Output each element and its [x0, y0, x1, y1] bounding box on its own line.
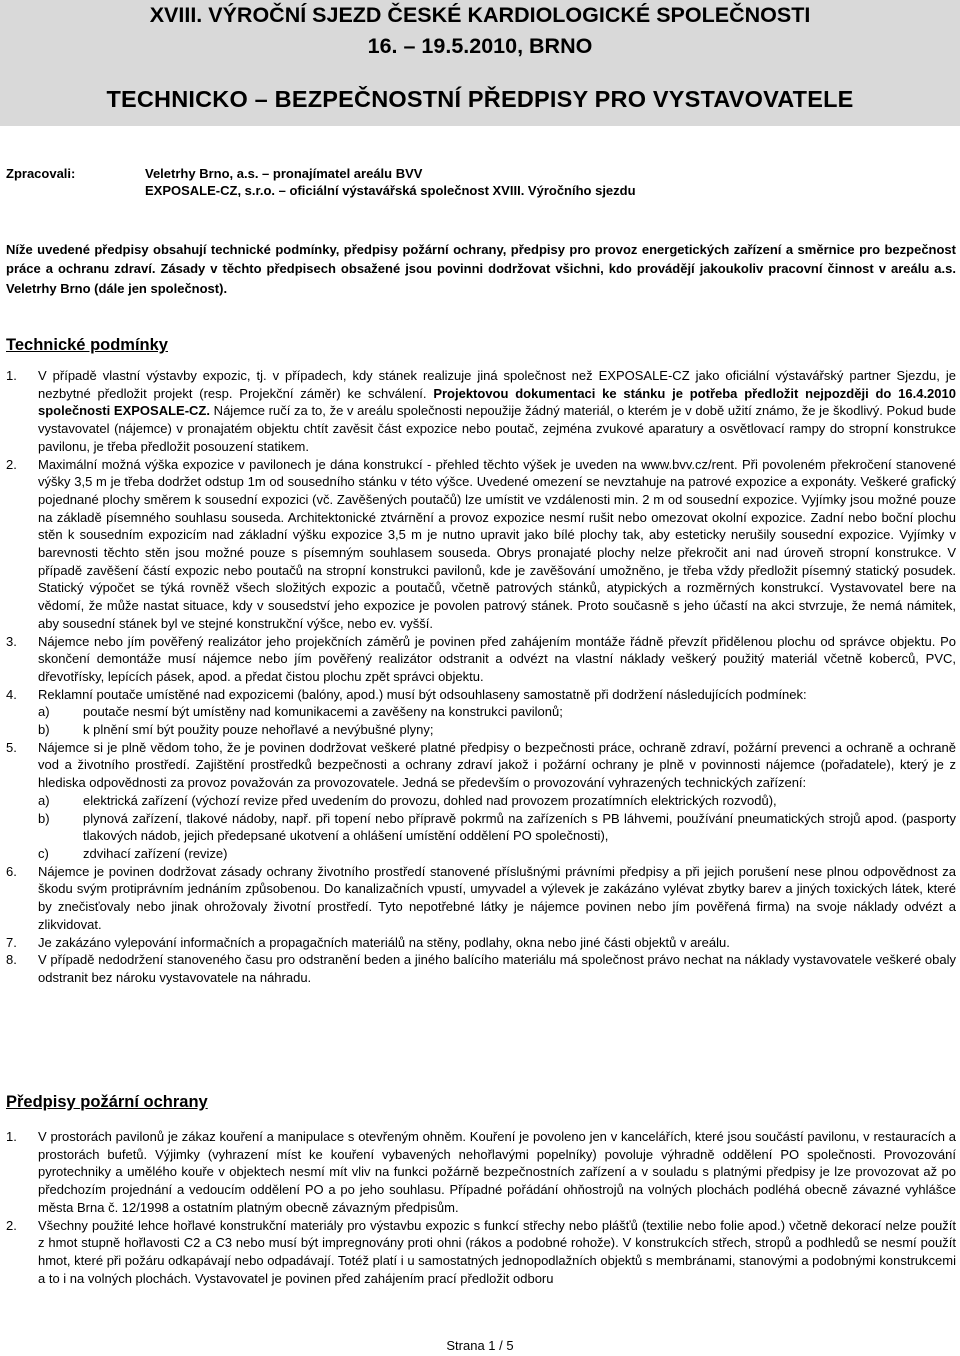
item-text: Je zakázáno vylepování informačních a propagačních materiálů na stěny, podlahy, okna nebo jiné části objektů v areálu.: [38, 934, 730, 950]
item-text: V případě vlastní výstavby expozic, tj. v případech, kdy stánek realizuje jiná společnost než EXPOSALE-CZ jako oficiální výstavářský partner Sjezdu, je nezbytné předložit projekt (resp. Projekční záměr) ke schválení.: [38, 368, 956, 401]
list-item: [6, 739, 956, 792]
page-number: Strana 1 / 5: [446, 1338, 514, 1353]
event-date: 16. – 19.5.2010, BRNO: [367, 34, 593, 58]
item-number: 2.: [6, 456, 17, 472]
list-item: [6, 633, 956, 686]
sub-item-text: elektrická zařízení (výchozí revize před uvedením do provozu, dohled nad provozem prozatímních elektrických rozvodů),: [83, 792, 777, 808]
item-text: V prostorách pavilonů je zákaz kouření a manipulace s otevřeným ohněm. Kouření je povoleno jen v kancelářích, které jsou součástí pavilonu, v restauracích a prostorách bufetů. Výjimky (vyhrazení míst ke kouření vybavených nehořlavými popelníky) povoluje výhradně oddělení PO společnosti. Provozování pyrotechniky a umělého kouře v objektech nesmí mít vliv na funkci požárně bezpečnostních zařízení a v souladu s platnými předpisy je lze provozovat až po předchozím projednání a vedoucím oddělení PO a po jeho souhlasu. Případné pořádání ohňostrojů na volných plochách podléhá obecně závazné vyhlášce města Brna č. 12/1998 a ostatním platným obecně závazným předpisům.: [38, 1129, 956, 1215]
item-number: 3.: [6, 633, 17, 649]
list-item: [6, 934, 956, 952]
item-text: Reklamní poutače umístěné nad expozicemi (balóny, apod.) musí být odsouhlaseny samostatně při dodržení následujících podmínek:: [38, 686, 807, 702]
item-number: 7.: [6, 934, 17, 950]
list-item: [6, 863, 956, 934]
prepared-by-line-2: EXPOSALE-CZ, s.r.o. – oficiální výstavářská společnost XVIII. Výročního sjezdu: [145, 183, 636, 198]
sub-item-letter: b): [38, 722, 50, 738]
sub-item-letter: a): [38, 704, 50, 720]
section-title-technical: Technické podmínky: [6, 336, 168, 354]
item-number: 2.: [6, 1217, 17, 1233]
list-item: [6, 686, 956, 704]
item-text-bold: Projektovou dokumentaci ke stánku je potřeba předložit nejpozději do 16.4.2010 společnosti EXPOSALE-CZ.: [38, 385, 956, 419]
item-text: V případě nedodržení stanoveného času pro odstranění beden a jiného balícího materiálu má společnost právo nechat na náklady vystavovatele veškeré obaly odstranit bez nároku vystavovatele na náhradu.: [38, 952, 956, 985]
item-number: 1.: [6, 1129, 17, 1144]
sub-item-text: poutače nesmí být umístěny nad komunikacemi a zavěšeny na konstrukci pavilonů;: [83, 704, 563, 720]
list-item: [6, 456, 956, 633]
item-text: Maximální možná výška expozice v pavilonech je dána konstrukcí - přehled těchto výšek je uveden na www.bvv.cz/rent. Při povoleném překročení stanovené výšky 3,5 m je třeba dodržet odstup 1m od sousedního stánku v této výšce. Uvedené omezení se nevztahuje na patrové expozice a exponáty. Veškeré grafický pojednané plochy směrem k sousední expozici (vč. Zavěšených poutačů) lze umístit ve vzdálenosti min. 2 m od sousední expozice. Vyjímky jsou možné pouze na základě písemného souhlasu souseda. Architektonické ztvárnění a provoz expozice nesmí rušit nebo omezovat okolní expozice. Zadní nebo boční plochu stěn k sousedním expozicím nad základní výšku expozice 3,5 m je nutno upravit jako bílé plochy tak, aby esteticky nerušily sousední expozice. Vyjímky v barevnosti těchto stěn jsou možné pouze s písemným souhlasem souseda. Obrys pronajaté plochy nelze překročit ani nad úroveň stropní konstrukce. V případě zavěšení částí expozic nebo poutačů na stropní konstrukci pavilonů, kde je zavěšování umožněno, je třeba vždy předložit písemný statický posudek. Statický výpočet se týká rovněž všech složitých expozic a poutačů, včetně patrových stánků, atypických a rozměrných konstrukcí. Vystavovatel bere na vědomí, že může nastat situace, kdy v sousedství jeho expozice je povolen patrový stánek. Proto současně s jeho účastí na akci stvrzuje, že nemá námitek, aby sousední stánek byl ve stejné konstrukční výšce, nebo ev. vyšší.: [38, 456, 956, 631]
sub-item: [38, 845, 956, 863]
item-number: 5.: [6, 739, 17, 755]
item-number: 6.: [6, 863, 17, 879]
header-band: [0, 0, 960, 126]
prepared-by-label: Zpracovali:: [6, 166, 76, 181]
item-number: 8.: [6, 952, 17, 968]
list-item: [6, 951, 956, 986]
section-title-fire-protection: Předpisy požární ochrany: [6, 1093, 208, 1111]
event-title: XVIII. VÝROČNÍ SJEZD ČESKÉ KARDIOLOGICKÉ SPOLEČNOSTI: [149, 3, 811, 27]
item-number: 1.: [6, 368, 17, 383]
item-text: Nájemce ručí za to, že v areálu společnosti nepoužije žádný materiál, o kterém je v době užití známo, že je škodlivý. Pokud bude vystavovatel (nájemce) v pronajatém objektu chtít zavěsit část expozice nebo poutač, zejména zvukové aparatury a osvětlovací rampy do stropní konstrukce pavilonu, je třeba předložit posouzení statikem.: [38, 403, 956, 454]
item-text: Všechny použité lehce hořlavé konstrukční materiály pro výstavbu expozic s funkcí střechy nebo plášťů (textilie nebo folie apod.) včetně dekorací nelze použít z hmot stupně hořlavosti C2 a C3 nebo musí být impregnovány proti ohni (rákos a podobné rohože). V konstrukcích střech, stropů a podhledů se nesmí použít hmot, které při požáru odkapávají nebo odpadávají. Totéž platí i u samostatných jednopodlažních objektů s membránami, stanovými a podobnými konstrukcemi a to i na volných plochách. Vystavovatel je povinen před zahájením prací předložit odboru: [38, 1217, 956, 1286]
prepared-by-line-1: Veletrhy Brno, a.s. – pronajímatel areálu BVV: [145, 166, 423, 181]
intro-paragraph: Níže uvedené předpisy obsahují technické podmínky, předpisy požární ochrany, předpisy pro provoz energetických zařízení a směrnice pro bezpečnost práce a ochranu zdraví. Zásady v těchto předpisech obsažené jsou povinni dodržovat všichni, kdo provádějí jakoukoliv pracovní činnost v areálu a.s. Veletrhy Brno (dále jen společnost).: [6, 242, 956, 296]
sub-item: [38, 703, 956, 721]
list-item: [6, 1128, 956, 1217]
sub-item-text: zdvihací zařízení (revize): [83, 845, 228, 861]
item-text: Nájemce si je plně vědom toho, že je povinen dodržovat veškeré platné předpisy o bezpečnosti práce, ochraně zdraví, požární prevenci a ochraně a ochraně vod a životního prostředí. Zajištění prostředků bezpečnosti a ochrany zdraví jakož i požární ochrany je plně v povinnosti nájemce (pořadatele), který je z hlediska odpovědnosti za provoz považován za provozovatele. Jedná se především o provozování vyhrazených technických zařízení:: [38, 739, 956, 791]
item-text: Nájemce je povinen dodržovat zásady ochrany životního prostředí stanovené příslušnými právními předpisy a při jejich porušení nese plnou odpovědnost za škodu svým protiprávním jednáním způsobenou. Do kanalizačních vpustí, umyvadel a výlevek je zakázáno vylévat zbytky barev a jiných toxických látek, které by znečisťovaly nebo jinak ohrožovaly životní prostředí. Tyto nepotřebné látky je nájemce povinen nebo jím pověřená firma) na svoje náklady odvézt a zlikvidovat.: [38, 863, 956, 932]
sub-item-text: plynová zařízení, tlakové nádoby, např. při topení nebo přípravě pokrmů na zařízeních s PB láhvemi, používání pneumatických strojů apod. (pasporty tlakových nádob, jejich předepsané ukotvení a ohlášení umístění oddělení PO společnosti),: [83, 810, 956, 844]
document-title: TECHNICKO – BEZPEČNOSTNÍ PŘEDPISY PRO VYSTAVOVATELE: [106, 86, 854, 112]
sub-item-letter: b): [38, 810, 50, 826]
sub-item-letter: c): [38, 845, 49, 861]
technical-conditions-list: [6, 367, 956, 987]
sub-item-letter: a): [38, 792, 50, 808]
sub-item: [38, 810, 956, 845]
list-item: [6, 1217, 956, 1288]
sub-item: [38, 721, 956, 739]
item-number: 4.: [6, 686, 17, 702]
sub-item-text: k plnění smí být použity pouze nehořlavé a nevýbušné plyny;: [83, 722, 434, 738]
list-item: [6, 367, 956, 456]
item-text: Nájemce nebo jím pověřený realizátor jeho projekčních záměrů je povinen před zahájením montáže řádně převzít přidělenou plochu od správce objektu. Po skončení demontáže musí nájemce nebo jím pověřený realizátor odstranit a odvézt na vlastní náklady veškerý použitý materiál včetně koberců, PVC, dřevotřísky, lepících pásek, apod. a předat čistou plochu zpět správci objektu.: [38, 633, 956, 684]
sub-item: [38, 792, 956, 810]
fire-protection-list: [6, 1128, 956, 1287]
